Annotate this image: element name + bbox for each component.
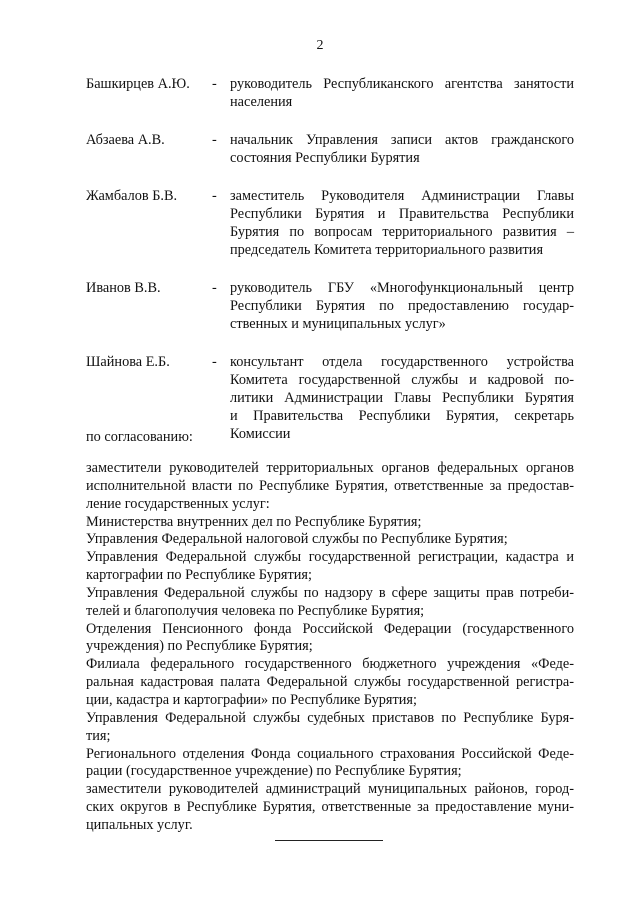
member-role-line: Республики Бурятия по предоставлению государ- xyxy=(230,298,574,314)
member-role-line: Комитета государственной службы и кадровой по- xyxy=(230,372,574,388)
body-line: Отделения Пенсионного фонда Российской Федерации (государственного xyxy=(86,620,574,637)
member-row xyxy=(86,75,574,111)
page-number: 2 xyxy=(316,38,324,53)
member-role xyxy=(230,75,574,111)
body-line: Управления Федеральной службы государственной регистрации, кадастра и xyxy=(86,549,574,566)
body-line: рации (государственное учреждение) по Республике Бурятия; xyxy=(86,763,462,780)
member-dash: - xyxy=(212,188,217,204)
body-line: заместители руководителей территориальных органов федеральных органов xyxy=(86,460,574,476)
body-line: тия; xyxy=(86,727,111,744)
member-role-line: Комиссии xyxy=(230,426,291,442)
body-line: Управления Федеральной налоговой службы по Республике Бурятия; xyxy=(86,531,508,548)
member-role-line: начальник Управления записи актов гражданского xyxy=(230,132,574,148)
body-line: учреждения) по Республике Бурятия; xyxy=(86,638,313,655)
member-role-line: председатель Комитета территориального развития xyxy=(230,242,544,258)
body-line: ципальных услуг. xyxy=(86,816,193,833)
body-line: телей и благополучия человека по Республике Бурятия; xyxy=(86,602,425,619)
member-name: Жамбалов Б.В. xyxy=(86,188,178,204)
body-line: Министерства внутренних дел по Республике Бурятия; xyxy=(86,513,422,530)
member-role xyxy=(230,131,574,167)
member-row xyxy=(86,131,574,167)
commission-members-list xyxy=(86,75,574,463)
body-line: картографии по Республике Бурятия; xyxy=(86,567,312,584)
member-role xyxy=(230,279,574,333)
member-name: Иванов В.В. xyxy=(86,280,161,296)
body-line: исполнительной власти по Республике Бурятия, ответственные за предостав- xyxy=(86,477,574,494)
member-dash: - xyxy=(212,280,217,296)
member-role xyxy=(230,353,574,443)
member-role-line: руководитель ГБУ «Многофункциональный центр xyxy=(230,280,574,296)
member-dash: - xyxy=(212,132,217,148)
member-role-line: населения xyxy=(230,94,293,110)
body-line: Филиала федерального государственного бюджетного учреждения «Феде- xyxy=(86,656,574,673)
member-name: Башкирцев А.Ю. xyxy=(86,76,190,92)
body-line: ление государственных услуг: xyxy=(86,495,270,512)
body-line: ральная кадастровая палата Федеральной службы государственной регистра- xyxy=(86,674,574,691)
member-name: Шайнова Е.Б. xyxy=(86,354,170,370)
separator-line xyxy=(275,840,383,841)
member-role-line: и Правительства Республики Бурятия, секретарь xyxy=(230,408,574,424)
body-line: ских округов в Республике Бурятия, ответственные за предоставление муни- xyxy=(86,799,574,816)
member-role-line: литики Администрации Главы Республики Бурятия xyxy=(230,390,574,406)
member-role-line: Бурятия по вопросам территориального развития – xyxy=(230,224,574,240)
agreement-label: по согласованию: xyxy=(86,429,193,445)
member-role xyxy=(230,187,574,259)
member-role-line: консультант отдела государственного устройства xyxy=(230,354,574,370)
member-dash: - xyxy=(212,76,217,92)
body-line: Регионального отделения Фонда социального страхования Российской Феде- xyxy=(86,745,574,762)
body-line: Управления Федеральной службы судебных приставов по Республике Буря- xyxy=(86,709,574,726)
member-name: Абзаева А.В. xyxy=(86,132,165,148)
body-line: ции, кадастра и картографии» по Республике Бурятия; xyxy=(86,691,417,708)
member-row xyxy=(86,279,574,333)
member-row xyxy=(86,187,574,259)
agreement-body xyxy=(86,460,574,835)
member-role-line: заместитель Руководителя Администрации Главы xyxy=(230,188,574,204)
member-dash: - xyxy=(212,354,217,370)
member-role-line: руководитель Республиканского агентства занятости xyxy=(230,76,574,92)
member-role-line: ственных и муниципальных услуг» xyxy=(230,316,446,332)
body-line: заместители руководителей администраций муниципальных районов, город- xyxy=(86,781,574,798)
member-role-line: Республики Бурятия и Правительства Республики xyxy=(230,206,574,222)
member-role-line: состояния Республики Бурятия xyxy=(230,150,420,166)
body-line: Управления Федеральной службы по надзору в сфере защиты прав потреби- xyxy=(86,584,574,601)
